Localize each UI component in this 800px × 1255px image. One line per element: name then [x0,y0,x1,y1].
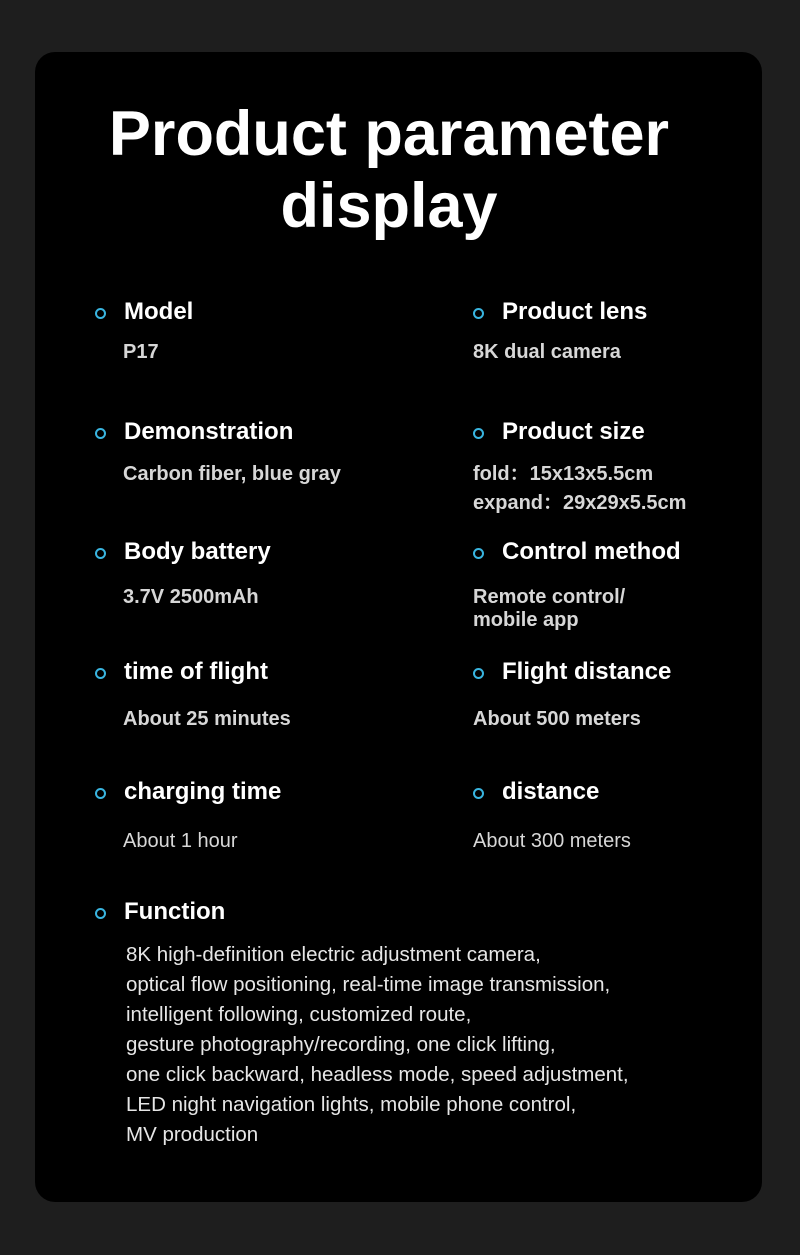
ring-bullet-icon [95,548,106,559]
function-line: gesture photography/recording, one click lifting, [126,1033,556,1056]
param-model-value: P17 [123,341,159,363]
param-distance-label: distance [502,778,600,805]
param-size-value-expand: expand：29x29x5.5cm [473,492,687,514]
param-control-value-line-2: mobile app [473,609,579,631]
function-line: one click backward, headless mode, speed adjustment, [126,1063,629,1086]
param-flight-time-value: About 25 minutes [123,708,291,730]
ring-bullet-icon [473,668,484,679]
page-title-line-1: Product parameter [108,99,670,169]
param-lens-label: Product lens [502,298,648,325]
param-battery-label: Body battery [124,538,271,565]
ring-bullet-icon [473,428,484,439]
page-title [0,98,778,242]
param-demonstration-label: Demonstration [124,418,294,445]
ring-bullet-icon [473,308,484,319]
param-size-value-fold: fold：15x13x5.5cm [473,463,654,485]
ring-bullet-icon [95,308,106,319]
param-charging-label: charging time [124,778,282,805]
page-title-line-2: display [280,171,498,241]
param-control-label: Control method [502,538,681,565]
function-line: 8K high-definition electric adjustment camera, [126,943,541,966]
param-distance-value: About 300 meters [473,830,631,852]
param-demonstration-value: Carbon fiber, blue gray [123,463,341,485]
param-flight-time-label: time of flight [124,658,268,685]
param-function-label: Function [124,898,226,925]
param-size-label: Product size [502,418,645,445]
ring-bullet-icon [95,908,106,919]
ring-bullet-icon [95,668,106,679]
function-description [126,940,629,1150]
function-line: MV production [126,1123,259,1146]
param-battery-value: 3.7V 2500mAh [123,586,259,608]
function-line: intelligent following, customized route, [126,1003,472,1026]
param-charging-value: About 1 hour [123,830,238,852]
function-line: LED night navigation lights, mobile phone control, [126,1093,577,1116]
param-flight-distance-value: About 500 meters [473,708,641,730]
param-control-value-line-1: Remote control/ [473,586,626,608]
ring-bullet-icon [473,548,484,559]
ring-bullet-icon [473,788,484,799]
param-lens-value: 8K dual camera [473,341,621,363]
param-model-label: Model [124,298,194,325]
ring-bullet-icon [95,428,106,439]
function-line: optical flow positioning, real-time image transmission, [126,973,611,996]
ring-bullet-icon [95,788,106,799]
param-flight-distance-label: Flight distance [502,658,672,685]
